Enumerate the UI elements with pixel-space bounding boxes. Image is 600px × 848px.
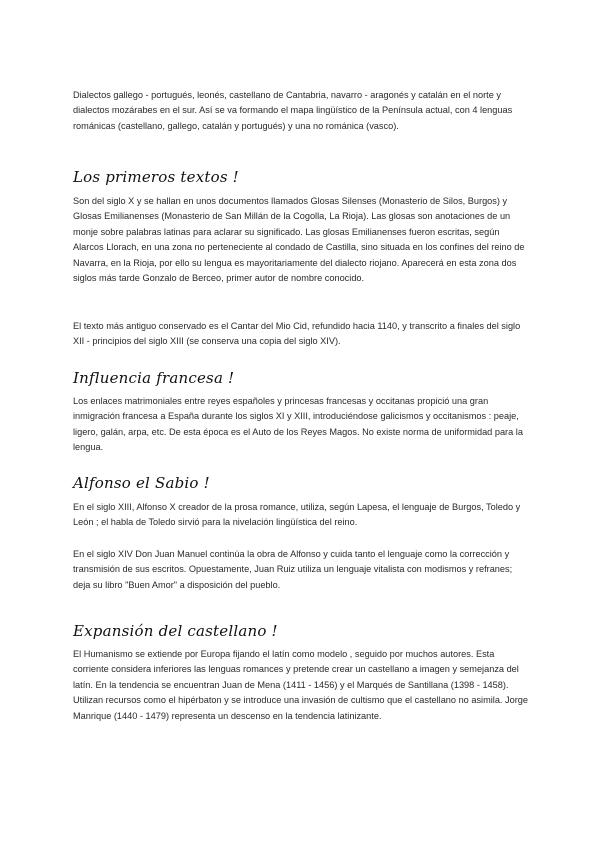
section-alfonso-sabio-body xyxy=(73,500,531,531)
intro-block xyxy=(73,88,531,134)
paragraph: En el siglo XIII, Alfonso X creador de la prosa romance, utiliza, según Lapesa, el lenguaje de Burgos, Toledo y León ; el habla de Toledo sirvió para la nivelación lingüística del reino. xyxy=(73,502,521,528)
section-influencia-francesa-body xyxy=(73,394,531,456)
section-heading: Influencia francesa ! xyxy=(73,369,235,387)
section-primeros-textos-body-2 xyxy=(73,319,531,350)
section-heading: Expansión del castellano ! xyxy=(73,622,278,640)
paragraph: Los enlaces matrimoniales entre reyes españoles y princesas francesas y occitanas propició una gran inmigración francesa a España durante los siglos XI y XIII, introduciéndose galicismos y occitanismos : peaje, ligero, galán, arpa, etc. De esta época es el Auto de los Reyes Magos. No existe norma de uniformidad para la lengua. xyxy=(73,396,523,453)
section-expansion-castellano xyxy=(73,622,531,640)
paragraph: El Humanismo se extiende por Europa fijando el latín como modelo , seguido por muchos autores. Esta corriente considera inferiores las lenguas romances y pretende crear un castellano a imagen y semejanza del latín. En la tendencia se encuentran Juan de Mena (1411 - 1456) y el Marqués de Santillana (1398 - 1458). Utilizan recursos como el hipérbaton y se introduce una invasión de cultismo que el castellano no asimila. Jorge Manrique (1440 - 1479) representa un descenso en la tendencia latinizante. xyxy=(73,649,529,721)
section-expansion-castellano-body xyxy=(73,647,531,724)
intro-paragraph: Dialectos gallego - portugués, leonés, castellano de Cantabria, navarro - aragonés y catalán en el norte y dialectos mozárabes en el sur. Así se va formando el mapa lingüístico de la Península actual, con 4 lenguas románicas (castellano, gallego, catalán y portugués) y una no románica (vasco). xyxy=(73,90,513,131)
paragraph: En el siglo XIV Don Juan Manuel continúa la obra de Alfonso y cuida tanto el lenguaje como la corrección y transmisión de sus escritos. Opuestamente, Juan Ruiz utiliza un lenguaje vitalista con modismos y refranes; deja su libro "Buen Amor" a disposición del pueblo. xyxy=(73,549,513,590)
section-alfonso-sabio xyxy=(73,474,531,492)
paragraph: El texto más antiguo conservado es el Cantar del Mio Cid, refundido hacia 1140, y transcrito a finales del siglo XII - principios del siglo XIII (se conserva una copia del siglo XIV). xyxy=(73,321,521,347)
section-primeros-textos xyxy=(73,168,531,186)
section-primeros-textos-body xyxy=(73,194,531,286)
section-alfonso-sabio-body-2 xyxy=(73,547,531,593)
paragraph: Son del siglo X y se hallan en unos documentos llamados Glosas Silenses (Monasterio de Silos, Burgos) y Glosas Emilianenses (Monasterio de San Millán de la Cogolla, La Rioja). Las glosas son anotaciones de un monje sobre palabras latinas para aclarar su significado. Las glosas Emilianenses fueron escritas, según Alarcos Llorach, en una zona no perteneciente al condado de Castilla, sino situada en los confines del reino de Navarra, en la Rioja, por ello su lengua es mayoritariamente del dialecto riojano. Aparecerá en esta zona dos siglos más tarde Gonzalo de Berceo, primer autor de nombre conocido. xyxy=(73,196,525,284)
section-influencia-francesa xyxy=(73,369,531,387)
section-heading: Alfonso el Sabio ! xyxy=(73,474,210,492)
section-heading: Los primeros textos ! xyxy=(73,168,239,186)
